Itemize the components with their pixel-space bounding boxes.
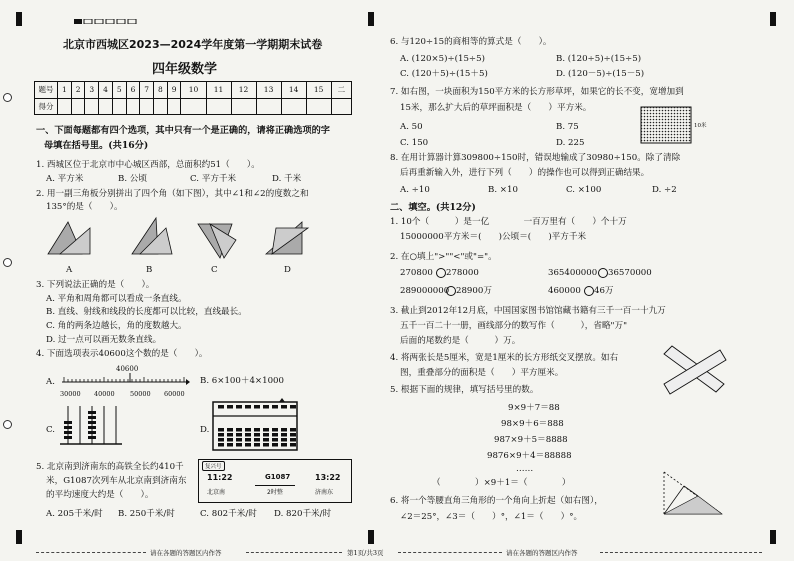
option: B. (120÷5)÷(15÷5) [556, 54, 642, 64]
abacus-bead [218, 438, 224, 442]
subject-title: 四年级数学 [152, 62, 218, 77]
section-heading: 母填在括号里。(共16分) [44, 140, 149, 151]
triangle-figures [40, 214, 330, 264]
option: B. 250千米/时 [118, 509, 175, 519]
option: C. 150 [400, 138, 429, 148]
figure-label: A [66, 265, 73, 275]
option-label: A. [46, 377, 55, 387]
score-column-header: 二 [331, 82, 351, 99]
option: C. (120＋5)÷(15＋5) [400, 69, 488, 79]
section-heading: 一、下面每题都有四个选项，其中只有一个是正确的，请将正确选项的字 [36, 125, 330, 136]
abacus-bead [272, 428, 278, 432]
abacus-bead [245, 405, 251, 409]
compare-circle[interactable] [584, 286, 594, 296]
abacus-bead [227, 428, 233, 432]
abacus-bead [263, 405, 269, 409]
score-column-header: 8 [154, 82, 168, 99]
question-stem: 3. 下列说法正确的是（ ）。 [36, 280, 155, 290]
abacus-bead [218, 443, 224, 447]
figure-label: C [211, 265, 218, 275]
abacus-bead [290, 405, 296, 409]
abacus-bead [236, 405, 242, 409]
pattern-dots: …… [516, 464, 534, 474]
train-number: G1087 [265, 473, 291, 481]
footer-note: 请在各题的答题区内作答 [506, 549, 578, 557]
footer-note: 请在各题的答题区内作答 [150, 549, 222, 557]
score-cell[interactable] [58, 98, 72, 115]
question-stem: 1. 10个（ ）是一亿 一百万里有（ ）个十万 [390, 217, 627, 227]
registration-mark [16, 12, 22, 26]
arrival-time: 13:22 [315, 473, 341, 482]
score-column-header: 13 [256, 82, 281, 99]
abacus-bead [272, 433, 278, 437]
compare-left: 289000000 [400, 286, 450, 296]
abacus-bead [281, 438, 287, 442]
question-stem: 的平均速度大约是（ ）。 [46, 490, 154, 500]
abacus-bead [236, 438, 242, 442]
abacus-bead [281, 428, 287, 432]
score-cell[interactable] [71, 98, 85, 115]
score-column-header: 4 [99, 82, 113, 99]
abacus-bead [263, 438, 269, 442]
abacus-bead [281, 405, 287, 409]
abacus-bead [227, 438, 233, 442]
departure-station: 北京南 [207, 489, 226, 496]
score-cell[interactable] [206, 98, 231, 115]
abacus-bead [227, 443, 233, 447]
score-cell[interactable] [112, 98, 126, 115]
score-cell[interactable] [181, 98, 206, 115]
option: A. 平角和周角都可以看成一条直线。 [46, 294, 187, 304]
option: A. 205千米/时 [46, 509, 103, 519]
score-cell[interactable] [85, 98, 99, 115]
abacus-bead [254, 405, 260, 409]
option: B. 直线、射线和线段的长度都可以比较，直线最长。 [46, 307, 247, 317]
question-stem: 15米，那么扩大后的草坪面积是（ ）平方米。 [400, 103, 592, 113]
pattern-equation: 98×9＋6＝888 [501, 419, 564, 429]
option: A. ÷10 [400, 185, 430, 195]
question-stem: 135°的是（ ）。 [46, 202, 123, 212]
ticket-arrow [255, 485, 295, 486]
footer-rule [600, 552, 762, 553]
counting-frame [58, 400, 124, 450]
score-cell[interactable] [154, 98, 168, 115]
abacus-bead [263, 433, 269, 437]
abacus-bead [254, 438, 260, 442]
question-stem: 5. 北京南到济南东的高铁全长约410千 [36, 462, 184, 472]
compare-circle[interactable] [598, 268, 608, 278]
abacus-bead [254, 428, 260, 432]
crossed-strips-figure [660, 344, 728, 396]
abacus-bead [263, 428, 269, 432]
binding-hole [3, 420, 12, 429]
page-number: 第1页/共3页 [347, 549, 384, 557]
score-column-header: 7 [140, 82, 154, 99]
score-column-header: 5 [112, 82, 126, 99]
registration-mark [16, 530, 22, 544]
question-stem: 6. 将一个等腰直角三角形的一个角向上折起（如右图）， [390, 496, 603, 506]
abacus-bead [281, 433, 287, 437]
arrival-station: 济南东 [315, 489, 334, 496]
option: C. 角的两条边越长，角的度数越大。 [46, 321, 187, 331]
compare-right: 278000 [446, 268, 479, 278]
binding-hole [3, 93, 12, 102]
abacus-bead [245, 433, 251, 437]
registration-mark [770, 530, 776, 544]
ticket-tag: 复兴号 [202, 461, 225, 471]
option: A. (120×5)÷(15÷5) [400, 54, 485, 64]
compare-left: 365400000 [548, 268, 598, 278]
score-cell[interactable] [167, 98, 181, 115]
option: D. 820千米/时 [274, 509, 332, 519]
score-column-header: 2 [71, 82, 85, 99]
abacus-bead [236, 443, 242, 447]
duration: 2时整 [267, 489, 283, 496]
abacus-bead [254, 443, 260, 447]
option: D. 千米 [272, 174, 302, 184]
score-column-header: 9 [167, 82, 181, 99]
figure-label: B [146, 265, 153, 275]
score-cell[interactable] [306, 98, 331, 115]
departure-time: 11:22 [207, 473, 233, 482]
question-stem: 2. 在○填上">""<"或"="。 [390, 252, 497, 262]
dimension-label: 10米 [694, 123, 707, 129]
question-stem: 2. 用一副三角板分别拼出了四个角（如下图），其中∠1和∠2的度数之和 [36, 189, 309, 199]
score-cell[interactable] [331, 98, 351, 115]
abacus-bead [245, 438, 251, 442]
question-stem: 米，G1087次列车从北京南到济南东 [46, 476, 187, 486]
option: D. ÷2 [652, 185, 677, 195]
option-label: D. [200, 425, 210, 435]
abacus-bead [218, 405, 224, 409]
registration-mark [770, 12, 776, 26]
exam-title: 北京市西城区2023—2024学年度第一学期期末试卷 [63, 38, 323, 51]
question-stem: 1. 西城区位于北京市中心城区西部，总面积约51（ ）。 [36, 160, 260, 170]
option: C. 802千米/时 [200, 509, 257, 519]
option: C. ×100 [566, 185, 602, 195]
score-cell[interactable] [231, 98, 256, 115]
question-stem: 8. 在用计算器计算309800÷150时，错误地输成了30980÷150。除了清除 [390, 153, 681, 163]
abacus-bead [263, 443, 269, 447]
train-ticket [198, 459, 352, 503]
option: D. (120－5)÷(15－5) [556, 69, 645, 79]
pattern-equation: 9×9＋7＝88 [508, 403, 560, 413]
abacus-bead [245, 443, 251, 447]
score-column-header: 1 [58, 82, 72, 99]
abacus-bead [290, 433, 296, 437]
score-cell[interactable] [256, 98, 281, 115]
abacus-bead [236, 433, 242, 437]
registration-mark [368, 12, 374, 26]
question-stem: 后面的尾数约是（ ）万。 [400, 336, 521, 346]
score-table [34, 81, 352, 115]
abacus-bead [290, 443, 296, 447]
option: C. 平方千米 [190, 174, 237, 184]
question-stem: 图，重叠部分的面积是（ ）平方厘米。 [400, 368, 564, 378]
registration-mark [368, 530, 374, 544]
footer-rule [398, 552, 502, 553]
binding-hole [3, 258, 12, 267]
abacus-bead [227, 405, 233, 409]
score-cell[interactable] [99, 98, 113, 115]
abacus-bead [218, 433, 224, 437]
question-stem: 5. 根据下面的规律，填写括号里的数。 [390, 385, 539, 395]
pattern-equation: 987×9＋5＝8888 [494, 435, 568, 445]
compare-right: 36570000 [608, 268, 652, 278]
figure-label: D [284, 265, 291, 275]
folded-triangle-figure [660, 466, 726, 518]
score-cell[interactable] [140, 98, 154, 115]
row-label: 题号 [35, 82, 58, 99]
section-heading: 二、填空。(共12分) [390, 202, 476, 213]
abacus-bead [290, 428, 296, 432]
question-stem: 4. 下面选项表示40600这个数的是（ ）。 [36, 349, 208, 359]
option: A. 平方米 [46, 174, 84, 184]
option: D. 过一点可以画无数条直线。 [46, 335, 162, 345]
lawn-rectangle [640, 106, 692, 144]
abacus-bead [254, 433, 260, 437]
option-label: C. [46, 425, 56, 435]
abacus [212, 398, 298, 452]
score-cell[interactable] [126, 98, 140, 115]
numberline-marker-label: 40600 [116, 365, 139, 373]
option: B. 6×100＋4×1000 [200, 376, 284, 386]
abacus-bead [272, 438, 278, 442]
compare-right: 46万 [594, 286, 614, 296]
abacus-bead [281, 443, 287, 447]
option: B. 75 [556, 122, 579, 132]
question-stem: 五千一百二十一册，画线部分的数写作（ ），省略"万" [400, 321, 628, 331]
abacus-bead [227, 433, 233, 437]
compare-right: 28900万 [456, 286, 492, 296]
abacus-bead [245, 428, 251, 432]
question-stem: 4. 将两张长是5厘米，宽是1厘米的长方形纸交叉摆放。如右 [390, 353, 619, 363]
pattern-equation: （ ）×9＋1＝（ ） [432, 478, 571, 488]
question-stem: 6. 与120÷15的商相等的算式是（ ）。 [390, 37, 552, 47]
footer-rule [36, 552, 146, 553]
footer-rule [246, 552, 342, 553]
pattern-equation: 9876×9＋4＝88888 [487, 451, 572, 461]
compare-left: 460000 [548, 286, 581, 296]
tick-label: 60000 [164, 390, 185, 398]
tick-label: 50000 [130, 390, 151, 398]
compare-circle[interactable] [436, 268, 446, 278]
question-stem: ∠2＝25°，∠3＝（ ）°，∠1＝（ ）°。 [400, 512, 583, 522]
question-stem: 3. 截止到2012年12月底，中国国家图书馆馆藏书籍有三千一百一十九万 [390, 306, 666, 316]
question-stem: 15000000平方米＝( )公顷＝( )平方千米 [400, 232, 587, 242]
row-label: 得分 [35, 98, 58, 115]
abacus-bead [218, 428, 224, 432]
score-column-header: 3 [85, 82, 99, 99]
question-stem: 后再重新输入外，进行下列（ ）的操作也可以得到正确结果。 [400, 168, 650, 178]
barcode-strip [74, 17, 138, 22]
option: A. 50 [400, 122, 423, 132]
number-line [60, 373, 190, 387]
score-column-header: 12 [231, 82, 256, 99]
score-column-header: 10 [181, 82, 206, 99]
compare-circle[interactable] [446, 286, 456, 296]
question-stem: 7. 如右图，一块面积为150平方米的长方形草坪，如果它的长不变，宽增加到 [390, 87, 684, 97]
option: B. ×10 [488, 185, 518, 195]
score-column-header: 15 [306, 82, 331, 99]
score-column-header: 11 [206, 82, 231, 99]
abacus-bead [272, 405, 278, 409]
option: D. 225 [556, 138, 585, 148]
abacus-bead [290, 438, 296, 442]
abacus-bead [236, 428, 242, 432]
tick-label: 30000 [60, 390, 81, 398]
option: B. 公顷 [118, 174, 147, 184]
score-column-header: 14 [281, 82, 306, 99]
score-cell[interactable] [281, 98, 306, 115]
compare-left: 270800 [400, 268, 433, 278]
tick-label: 40000 [94, 390, 115, 398]
abacus-bead [272, 443, 278, 447]
score-column-header: 6 [126, 82, 140, 99]
